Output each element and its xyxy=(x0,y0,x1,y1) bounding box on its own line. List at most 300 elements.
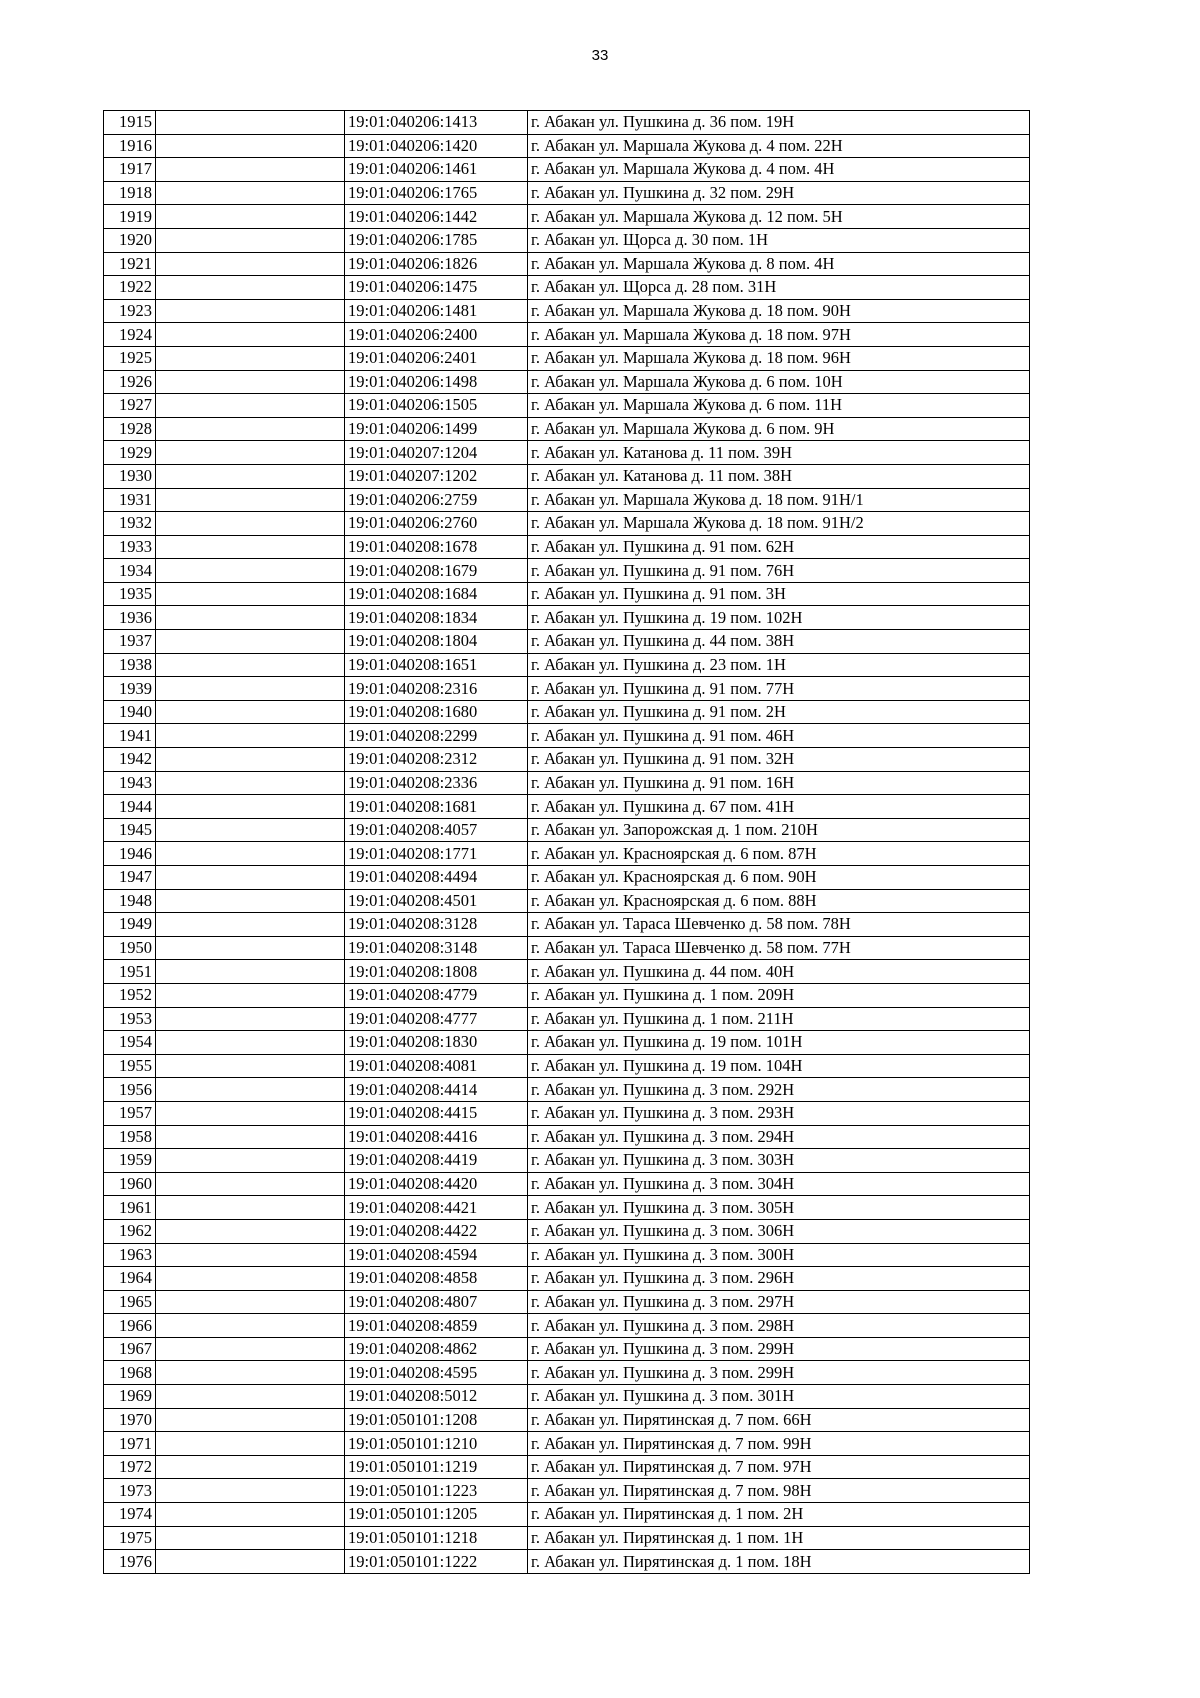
cadastral-number-cell: 19:01:040208:4421 xyxy=(345,1196,528,1220)
empty-cell xyxy=(156,700,345,724)
cadastral-number-cell: 19:01:040208:1684 xyxy=(345,582,528,606)
table-row xyxy=(104,866,1030,890)
property-registry-table xyxy=(103,110,1030,1574)
empty-cell xyxy=(156,960,345,984)
table-row xyxy=(104,795,1030,819)
address-cell: г. Абакан ул. Пушкина д. 3 пом. 299Н xyxy=(528,1361,1030,1385)
cadastral-number-cell: 19:01:040208:4420 xyxy=(345,1172,528,1196)
row-number-cell: 1969 xyxy=(104,1385,156,1409)
empty-cell xyxy=(156,1054,345,1078)
table-row xyxy=(104,1385,1030,1409)
row-number-cell: 1953 xyxy=(104,1007,156,1031)
address-cell: г. Абакан ул. Пушкина д. 67 пом. 41Н xyxy=(528,795,1030,819)
row-number-cell: 1930 xyxy=(104,464,156,488)
address-cell: г. Абакан ул. Пушкина д. 3 пом. 299Н xyxy=(528,1337,1030,1361)
row-number-cell: 1939 xyxy=(104,677,156,701)
cadastral-number-cell: 19:01:050101:1222 xyxy=(345,1550,528,1574)
table-row xyxy=(104,323,1030,347)
address-cell: г. Абакан ул. Пирятинская д. 7 пом. 97Н xyxy=(528,1455,1030,1479)
cadastral-number-cell: 19:01:040208:1681 xyxy=(345,795,528,819)
table-row xyxy=(104,653,1030,677)
row-number-cell: 1951 xyxy=(104,960,156,984)
empty-cell xyxy=(156,441,345,465)
table-row xyxy=(104,1149,1030,1173)
cadastral-number-cell: 19:01:040208:1678 xyxy=(345,535,528,559)
table-row xyxy=(104,1007,1030,1031)
cadastral-number-cell: 19:01:040208:2316 xyxy=(345,677,528,701)
row-number-cell: 1962 xyxy=(104,1219,156,1243)
row-number-cell: 1920 xyxy=(104,228,156,252)
cadastral-number-cell: 19:01:040208:4862 xyxy=(345,1337,528,1361)
empty-cell xyxy=(156,771,345,795)
address-cell: г. Абакан ул. Маршала Жукова д. 18 пом. 90Н xyxy=(528,299,1030,323)
cadastral-number-cell: 19:01:040206:1765 xyxy=(345,181,528,205)
empty-cell xyxy=(156,1503,345,1527)
row-number-cell: 1923 xyxy=(104,299,156,323)
address-cell: г. Абакан ул. Пушкина д. 91 пом. 76Н xyxy=(528,559,1030,583)
row-number-cell: 1922 xyxy=(104,276,156,300)
row-number-cell: 1929 xyxy=(104,441,156,465)
row-number-cell: 1952 xyxy=(104,983,156,1007)
page-number: 33 xyxy=(591,47,609,64)
table-row xyxy=(104,158,1030,182)
address-cell: г. Абакан ул. Пушкина д. 19 пом. 102Н xyxy=(528,606,1030,630)
empty-cell xyxy=(156,818,345,842)
cadastral-number-cell: 19:01:040208:4419 xyxy=(345,1149,528,1173)
empty-cell xyxy=(156,889,345,913)
cadastral-number-cell: 19:01:040206:1785 xyxy=(345,228,528,252)
empty-cell xyxy=(156,653,345,677)
cadastral-number-cell: 19:01:040208:4501 xyxy=(345,889,528,913)
row-number-cell: 1915 xyxy=(104,111,156,135)
address-cell: г. Абакан ул. Маршала Жукова д. 8 пом. 4Н xyxy=(528,252,1030,276)
address-cell: г. Абакан ул. Пирятинская д. 1 пом. 2Н xyxy=(528,1503,1030,1527)
table-row xyxy=(104,1432,1030,1456)
address-cell: г. Абакан ул. Пушкина д. 91 пом. 3Н xyxy=(528,582,1030,606)
empty-cell xyxy=(156,1408,345,1432)
cadastral-number-cell: 19:01:050101:1205 xyxy=(345,1503,528,1527)
cadastral-number-cell: 19:01:050101:1223 xyxy=(345,1479,528,1503)
cadastral-number-cell: 19:01:040206:1498 xyxy=(345,370,528,394)
row-number-cell: 1975 xyxy=(104,1526,156,1550)
cadastral-number-cell: 19:01:040206:1475 xyxy=(345,276,528,300)
cadastral-number-cell: 19:01:040206:1826 xyxy=(345,252,528,276)
address-cell: г. Абакан ул. Маршала Жукова д. 6 пом. 10Н xyxy=(528,370,1030,394)
row-number-cell: 1928 xyxy=(104,417,156,441)
row-number-cell: 1965 xyxy=(104,1290,156,1314)
table-row xyxy=(104,771,1030,795)
row-number-cell: 1960 xyxy=(104,1172,156,1196)
empty-cell xyxy=(156,228,345,252)
table-row xyxy=(104,1125,1030,1149)
table-row xyxy=(104,606,1030,630)
cadastral-number-cell: 19:01:040208:4777 xyxy=(345,1007,528,1031)
table-row xyxy=(104,1455,1030,1479)
table-row xyxy=(104,559,1030,583)
table-row xyxy=(104,488,1030,512)
address-cell: г. Абакан ул. Пушкина д. 32 пом. 29Н xyxy=(528,181,1030,205)
address-cell: г. Абакан ул. Пушкина д. 3 пом. 297Н xyxy=(528,1290,1030,1314)
cadastral-number-cell: 19:01:040206:2760 xyxy=(345,512,528,536)
table-row xyxy=(104,464,1030,488)
cadastral-number-cell: 19:01:040208:2299 xyxy=(345,724,528,748)
row-number-cell: 1918 xyxy=(104,181,156,205)
table-row xyxy=(104,417,1030,441)
address-cell: г. Абакан ул. Маршала Жукова д. 12 пом. 5Н xyxy=(528,205,1030,229)
address-cell: г. Абакан ул. Маршала Жукова д. 4 пом. 4Н xyxy=(528,158,1030,182)
empty-cell xyxy=(156,582,345,606)
empty-cell xyxy=(156,1479,345,1503)
cadastral-number-cell: 19:01:040208:4858 xyxy=(345,1267,528,1291)
empty-cell xyxy=(156,936,345,960)
address-cell: г. Абакан ул. Пирятинская д. 7 пом. 98Н xyxy=(528,1479,1030,1503)
table-row xyxy=(104,818,1030,842)
cadastral-number-cell: 19:01:040208:4081 xyxy=(345,1054,528,1078)
cadastral-number-cell: 19:01:050101:1208 xyxy=(345,1408,528,1432)
address-cell: г. Абакан ул. Пушкина д. 3 пом. 300Н xyxy=(528,1243,1030,1267)
address-cell: г. Абакан ул. Пушкина д. 3 пом. 304Н xyxy=(528,1172,1030,1196)
empty-cell xyxy=(156,535,345,559)
cadastral-number-cell: 19:01:050101:1218 xyxy=(345,1526,528,1550)
cadastral-number-cell: 19:01:040208:2312 xyxy=(345,748,528,772)
address-cell: г. Абакан ул. Пушкина д. 36 пом. 19Н xyxy=(528,111,1030,135)
address-cell: г. Абакан ул. Щорса д. 30 пом. 1Н xyxy=(528,228,1030,252)
table-row xyxy=(104,1219,1030,1243)
empty-cell xyxy=(156,158,345,182)
empty-cell xyxy=(156,1526,345,1550)
row-number-cell: 1945 xyxy=(104,818,156,842)
cadastral-number-cell: 19:01:040206:1461 xyxy=(345,158,528,182)
row-number-cell: 1968 xyxy=(104,1361,156,1385)
empty-cell xyxy=(156,252,345,276)
table-row xyxy=(104,111,1030,135)
address-cell: г. Абакан ул. Маршала Жукова д. 6 пом. 9Н xyxy=(528,417,1030,441)
address-cell: г. Абакан ул. Пушкина д. 91 пом. 2Н xyxy=(528,700,1030,724)
row-number-cell: 1974 xyxy=(104,1503,156,1527)
empty-cell xyxy=(156,1219,345,1243)
empty-cell xyxy=(156,913,345,937)
row-number-cell: 1949 xyxy=(104,913,156,937)
row-number-cell: 1967 xyxy=(104,1337,156,1361)
cadastral-number-cell: 19:01:040208:1771 xyxy=(345,842,528,866)
address-cell: г. Абакан ул. Пирятинская д. 1 пом. 1Н xyxy=(528,1526,1030,1550)
empty-cell xyxy=(156,512,345,536)
address-cell: г. Абакан ул. Пушкина д. 3 пом. 306Н xyxy=(528,1219,1030,1243)
cadastral-number-cell: 19:01:040208:4057 xyxy=(345,818,528,842)
address-cell: г. Абакан ул. Пушкина д. 44 пом. 38Н xyxy=(528,630,1030,654)
table-row xyxy=(104,1196,1030,1220)
row-number-cell: 1947 xyxy=(104,866,156,890)
cadastral-number-cell: 19:01:040208:4859 xyxy=(345,1314,528,1338)
table-row xyxy=(104,889,1030,913)
table-row xyxy=(104,370,1030,394)
address-cell: г. Абакан ул. Пушкина д. 19 пом. 104Н xyxy=(528,1054,1030,1078)
address-cell: г. Абакан ул. Маршала Жукова д. 18 пом. 97Н xyxy=(528,323,1030,347)
row-number-cell: 1926 xyxy=(104,370,156,394)
table-row xyxy=(104,1337,1030,1361)
row-number-cell: 1937 xyxy=(104,630,156,654)
empty-cell xyxy=(156,1550,345,1574)
table-row xyxy=(104,535,1030,559)
table-row xyxy=(104,394,1030,418)
empty-cell xyxy=(156,1078,345,1102)
row-number-cell: 1959 xyxy=(104,1149,156,1173)
empty-cell xyxy=(156,1314,345,1338)
address-cell: г. Абакан ул. Щорса д. 28 пом. 31Н xyxy=(528,276,1030,300)
cadastral-number-cell: 19:01:040208:4595 xyxy=(345,1361,528,1385)
empty-cell xyxy=(156,464,345,488)
empty-cell xyxy=(156,1196,345,1220)
address-cell: г. Абакан ул. Пушкина д. 3 пом. 305Н xyxy=(528,1196,1030,1220)
table-row xyxy=(104,228,1030,252)
row-number-cell: 1955 xyxy=(104,1054,156,1078)
row-number-cell: 1948 xyxy=(104,889,156,913)
table-row xyxy=(104,1172,1030,1196)
row-number-cell: 1931 xyxy=(104,488,156,512)
address-cell: г. Абакан ул. Катанова д. 11 пом. 39Н xyxy=(528,441,1030,465)
empty-cell xyxy=(156,181,345,205)
table-row xyxy=(104,1078,1030,1102)
empty-cell xyxy=(156,559,345,583)
cadastral-number-cell: 19:01:040206:2400 xyxy=(345,323,528,347)
cadastral-number-cell: 19:01:040208:4414 xyxy=(345,1078,528,1102)
address-cell: г. Абакан ул. Пирятинская д. 7 пом. 66Н xyxy=(528,1408,1030,1432)
cadastral-number-cell: 19:01:040208:3128 xyxy=(345,913,528,937)
row-number-cell: 1942 xyxy=(104,748,156,772)
row-number-cell: 1921 xyxy=(104,252,156,276)
cadastral-number-cell: 19:01:040208:5012 xyxy=(345,1385,528,1409)
row-number-cell: 1971 xyxy=(104,1432,156,1456)
address-cell: г. Абакан ул. Пушкина д. 3 пом. 303Н xyxy=(528,1149,1030,1173)
row-number-cell: 1956 xyxy=(104,1078,156,1102)
table-row xyxy=(104,1526,1030,1550)
row-number-cell: 1964 xyxy=(104,1267,156,1291)
table-row xyxy=(104,1479,1030,1503)
table-row xyxy=(104,1408,1030,1432)
row-number-cell: 1927 xyxy=(104,394,156,418)
row-number-cell: 1963 xyxy=(104,1243,156,1267)
address-cell: г. Абакан ул. Пушкина д. 91 пом. 77Н xyxy=(528,677,1030,701)
empty-cell xyxy=(156,1101,345,1125)
cadastral-number-cell: 19:01:040208:3148 xyxy=(345,936,528,960)
address-cell: г. Абакан ул. Красноярская д. 6 пом. 87Н xyxy=(528,842,1030,866)
table-row xyxy=(104,983,1030,1007)
row-number-cell: 1938 xyxy=(104,653,156,677)
table-row xyxy=(104,582,1030,606)
cadastral-number-cell: 19:01:050101:1219 xyxy=(345,1455,528,1479)
table-row xyxy=(104,748,1030,772)
row-number-cell: 1935 xyxy=(104,582,156,606)
empty-cell xyxy=(156,630,345,654)
empty-cell xyxy=(156,417,345,441)
empty-cell xyxy=(156,606,345,630)
empty-cell xyxy=(156,842,345,866)
empty-cell xyxy=(156,394,345,418)
empty-cell xyxy=(156,111,345,135)
cadastral-number-cell: 19:01:040206:1420 xyxy=(345,134,528,158)
row-number-cell: 1932 xyxy=(104,512,156,536)
empty-cell xyxy=(156,1385,345,1409)
row-number-cell: 1943 xyxy=(104,771,156,795)
address-cell: г. Абакан ул. Пушкина д. 91 пом. 32Н xyxy=(528,748,1030,772)
address-cell: г. Абакан ул. Пирятинская д. 1 пом. 18Н xyxy=(528,1550,1030,1574)
table-row xyxy=(104,1314,1030,1338)
address-cell: г. Абакан ул. Красноярская д. 6 пом. 90Н xyxy=(528,866,1030,890)
table-row xyxy=(104,1290,1030,1314)
empty-cell xyxy=(156,134,345,158)
table-row xyxy=(104,346,1030,370)
table-row xyxy=(104,1243,1030,1267)
address-cell: г. Абакан ул. Пирятинская д. 7 пом. 99Н xyxy=(528,1432,1030,1456)
cadastral-number-cell: 19:01:040208:4494 xyxy=(345,866,528,890)
cadastral-number-cell: 19:01:040208:4422 xyxy=(345,1219,528,1243)
empty-cell xyxy=(156,1149,345,1173)
table-row xyxy=(104,1031,1030,1055)
cadastral-number-cell: 19:01:040208:4416 xyxy=(345,1125,528,1149)
table-row xyxy=(104,630,1030,654)
empty-cell xyxy=(156,1455,345,1479)
address-cell: г. Абакан ул. Маршала Жукова д. 4 пом. 22Н xyxy=(528,134,1030,158)
row-number-cell: 1957 xyxy=(104,1101,156,1125)
cadastral-number-cell: 19:01:050101:1210 xyxy=(345,1432,528,1456)
row-number-cell: 1944 xyxy=(104,795,156,819)
row-number-cell: 1941 xyxy=(104,724,156,748)
empty-cell xyxy=(156,1337,345,1361)
cadastral-number-cell: 19:01:040208:4415 xyxy=(345,1101,528,1125)
table-row xyxy=(104,1267,1030,1291)
address-cell: г. Абакан ул. Пушкина д. 3 пом. 292Н xyxy=(528,1078,1030,1102)
row-number-cell: 1954 xyxy=(104,1031,156,1055)
address-cell: г. Абакан ул. Пушкина д. 44 пом. 40Н xyxy=(528,960,1030,984)
table-row xyxy=(104,1503,1030,1527)
empty-cell xyxy=(156,323,345,347)
row-number-cell: 1936 xyxy=(104,606,156,630)
address-cell: г. Абакан ул. Тараса Шевченко д. 58 пом. 78Н xyxy=(528,913,1030,937)
empty-cell xyxy=(156,370,345,394)
cadastral-number-cell: 19:01:040206:1442 xyxy=(345,205,528,229)
row-number-cell: 1934 xyxy=(104,559,156,583)
cadastral-number-cell: 19:01:040208:1834 xyxy=(345,606,528,630)
cadastral-number-cell: 19:01:040208:1830 xyxy=(345,1031,528,1055)
cadastral-number-cell: 19:01:040206:1499 xyxy=(345,417,528,441)
empty-cell xyxy=(156,1243,345,1267)
table-row xyxy=(104,677,1030,701)
address-cell: г. Абакан ул. Пушкина д. 3 пом. 294Н xyxy=(528,1125,1030,1149)
table-row xyxy=(104,1101,1030,1125)
address-cell: г. Абакан ул. Пушкина д. 3 пом. 298Н xyxy=(528,1314,1030,1338)
cadastral-number-cell: 19:01:040208:1651 xyxy=(345,653,528,677)
empty-cell xyxy=(156,866,345,890)
empty-cell xyxy=(156,1361,345,1385)
cadastral-number-cell: 19:01:040208:2336 xyxy=(345,771,528,795)
address-cell: г. Абакан ул. Пушкина д. 3 пом. 293Н xyxy=(528,1101,1030,1125)
cadastral-number-cell: 19:01:040208:1808 xyxy=(345,960,528,984)
table-row xyxy=(104,936,1030,960)
cadastral-number-cell: 19:01:040206:1481 xyxy=(345,299,528,323)
cadastral-number-cell: 19:01:040208:4807 xyxy=(345,1290,528,1314)
table-row xyxy=(104,512,1030,536)
row-number-cell: 1976 xyxy=(104,1550,156,1574)
address-cell: г. Абакан ул. Пушкина д. 91 пом. 16Н xyxy=(528,771,1030,795)
table-row xyxy=(104,299,1030,323)
row-number-cell: 1950 xyxy=(104,936,156,960)
cadastral-number-cell: 19:01:040207:1204 xyxy=(345,441,528,465)
table-row xyxy=(104,1361,1030,1385)
empty-cell xyxy=(156,1290,345,1314)
table-row xyxy=(104,1550,1030,1574)
table-row xyxy=(104,134,1030,158)
cadastral-number-cell: 19:01:040208:1680 xyxy=(345,700,528,724)
cadastral-number-cell: 19:01:040206:1413 xyxy=(345,111,528,135)
cadastral-number-cell: 19:01:040207:1202 xyxy=(345,464,528,488)
address-cell: г. Абакан ул. Пушкина д. 1 пом. 209Н xyxy=(528,983,1030,1007)
address-cell: г. Абакан ул. Красноярская д. 6 пом. 88Н xyxy=(528,889,1030,913)
empty-cell xyxy=(156,299,345,323)
empty-cell xyxy=(156,1432,345,1456)
cadastral-number-cell: 19:01:040206:1505 xyxy=(345,394,528,418)
row-number-cell: 1919 xyxy=(104,205,156,229)
table-row xyxy=(104,276,1030,300)
table-row xyxy=(104,842,1030,866)
address-cell: г. Абакан ул. Тараса Шевченко д. 58 пом. 77Н xyxy=(528,936,1030,960)
row-number-cell: 1946 xyxy=(104,842,156,866)
address-cell: г. Абакан ул. Маршала Жукова д. 18 пом. 96Н xyxy=(528,346,1030,370)
table-row xyxy=(104,960,1030,984)
empty-cell xyxy=(156,1172,345,1196)
empty-cell xyxy=(156,488,345,512)
empty-cell xyxy=(156,1007,345,1031)
row-number-cell: 1916 xyxy=(104,134,156,158)
empty-cell xyxy=(156,724,345,748)
row-number-cell: 1933 xyxy=(104,535,156,559)
table-row xyxy=(104,724,1030,748)
row-number-cell: 1970 xyxy=(104,1408,156,1432)
address-cell: г. Абакан ул. Маршала Жукова д. 18 пом. 91Н/2 xyxy=(528,512,1030,536)
empty-cell xyxy=(156,677,345,701)
address-cell: г. Абакан ул. Катанова д. 11 пом. 38Н xyxy=(528,464,1030,488)
table-row xyxy=(104,205,1030,229)
address-cell: г. Абакан ул. Маршала Жукова д. 18 пом. 91Н/1 xyxy=(528,488,1030,512)
empty-cell xyxy=(156,1125,345,1149)
empty-cell xyxy=(156,1031,345,1055)
row-number-cell: 1917 xyxy=(104,158,156,182)
row-number-cell: 1940 xyxy=(104,700,156,724)
address-cell: г. Абакан ул. Пушкина д. 3 пом. 296Н xyxy=(528,1267,1030,1291)
table-row xyxy=(104,441,1030,465)
row-number-cell: 1972 xyxy=(104,1455,156,1479)
row-number-cell: 1961 xyxy=(104,1196,156,1220)
empty-cell xyxy=(156,1267,345,1291)
address-cell: г. Абакан ул. Пушкина д. 1 пом. 211Н xyxy=(528,1007,1030,1031)
row-number-cell: 1958 xyxy=(104,1125,156,1149)
row-number-cell: 1973 xyxy=(104,1479,156,1503)
address-cell: г. Абакан ул. Маршала Жукова д. 6 пом. 11Н xyxy=(528,394,1030,418)
empty-cell xyxy=(156,795,345,819)
cadastral-number-cell: 19:01:040206:2759 xyxy=(345,488,528,512)
cadastral-number-cell: 19:01:040208:1804 xyxy=(345,630,528,654)
empty-cell xyxy=(156,748,345,772)
table-row xyxy=(104,252,1030,276)
address-cell: г. Абакан ул. Пушкина д. 19 пом. 101Н xyxy=(528,1031,1030,1055)
table-row xyxy=(104,1054,1030,1078)
address-cell: г. Абакан ул. Пушкина д. 23 пом. 1Н xyxy=(528,653,1030,677)
empty-cell xyxy=(156,983,345,1007)
row-number-cell: 1925 xyxy=(104,346,156,370)
address-cell: г. Абакан ул. Пушкина д. 3 пом. 301Н xyxy=(528,1385,1030,1409)
empty-cell xyxy=(156,205,345,229)
table-row xyxy=(104,700,1030,724)
address-cell: г. Абакан ул. Пушкина д. 91 пом. 62Н xyxy=(528,535,1030,559)
